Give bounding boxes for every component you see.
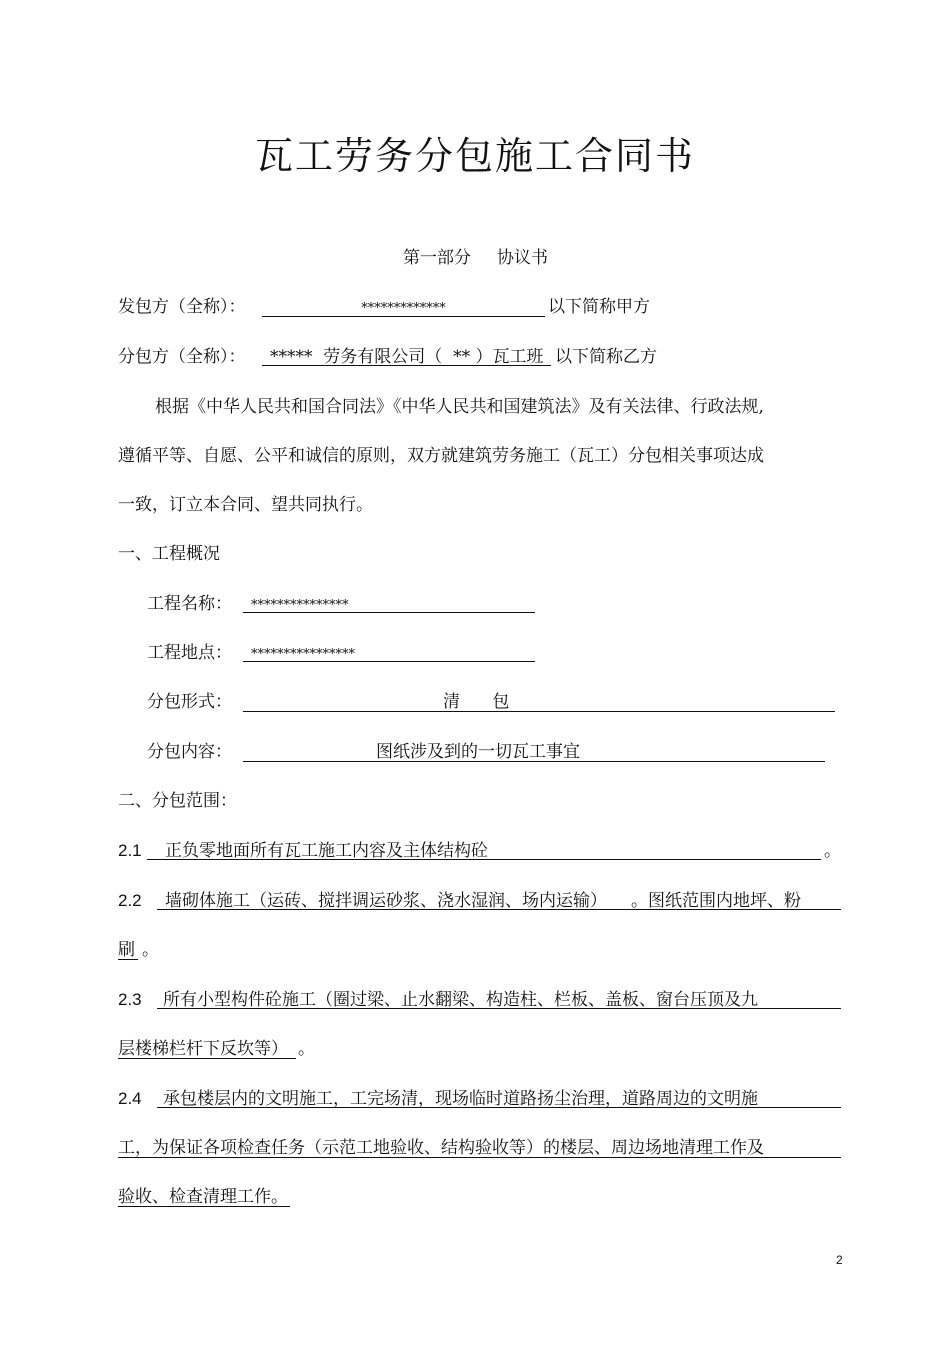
field-subcontract-content-value: 图纸涉及到的一切瓦工事宜 [376, 742, 580, 762]
item-2-4-text-field [157, 1088, 841, 1108]
party-a-label: 发包方（全称）： [118, 297, 246, 317]
field-project-name-value: *************** [251, 598, 349, 613]
item-2-2-cont: 刷 [118, 940, 135, 960]
intro-line-2: 遵循平等、自愿、公平和诚信的原则，双方就建筑劳务施工（瓦工）分包相关事项达成 [118, 446, 764, 466]
section-1-heading: 一、工程概况 [118, 544, 220, 564]
item-2-1-number: 2.1 [118, 841, 142, 860]
party-a-value: ************* [361, 301, 446, 316]
item-2-4-cont2-field [118, 1186, 290, 1207]
item-2-4-text: 承包楼层内的文明施工，工完场清，现场临时道路扬尘治理，道路周边的文明施 [163, 1089, 758, 1109]
party-b-field [262, 346, 551, 366]
item-2-2-cont-field [118, 939, 138, 960]
item-2-4-cont2: 验收、检查清理工作。 [118, 1187, 288, 1207]
item-2-2-text: 墙砌体施工（运砖、搅拌调运砂浆、浇水湿润、场内运输） [165, 891, 607, 911]
field-project-location-value: **************** [251, 647, 355, 662]
field-subcontract-form-value: 清 包 [443, 692, 510, 712]
item-2-2-text-field [157, 890, 841, 910]
party-a-suffix: 以下简称甲方 [548, 297, 650, 317]
field-project-location-label: 工程地点： [147, 643, 232, 663]
field-subcontract-form [243, 691, 835, 712]
party-b-value: ***** 劳务有限公司（ ** ）瓦工班 [270, 347, 544, 367]
page-number: 2 [836, 1253, 843, 1267]
intro-line-3: 一致，订立本合同、望共同执行。 [118, 495, 373, 515]
field-project-name-label: 工程名称： [147, 594, 232, 614]
party-a-field [262, 296, 545, 317]
item-2-3-cont-field [118, 1038, 296, 1059]
field-subcontract-form-label: 分包形式： [147, 692, 232, 712]
part-heading [403, 247, 548, 269]
item-2-4-cont-field [118, 1137, 841, 1158]
item-2-3-number: 2.3 [118, 990, 142, 1009]
item-2-3-text: 所有小型构件砼施工（圈过梁、止水翻梁、构造柱、栏板、盖板、窗台压顶及九 [163, 990, 758, 1010]
part-heading-main: 第一部分 [403, 248, 471, 268]
item-2-1-text-field [147, 840, 821, 860]
item-2-1-text: 正负零地面所有瓦工施工内容及主体结构砼 [165, 841, 488, 861]
item-2-2-text-b: 。图纸范围内地坪、粉 [631, 891, 801, 911]
party-b-suffix: 以下简称乙方 [555, 347, 657, 367]
item-2-2-number: 2.2 [118, 891, 142, 910]
item-2-1-end: 。 [824, 841, 841, 861]
party-b-label: 分包方（全称）： [118, 347, 246, 367]
section-2-heading: 二、分包范围： [118, 791, 237, 811]
field-project-location [243, 642, 535, 662]
item-2-2-end: 。 [142, 940, 159, 960]
item-2-3-text-field [157, 989, 841, 1009]
part-heading-sub: 协议书 [497, 248, 548, 268]
item-2-4-cont: 工，为保证各项检查任务（示范工地验收、结构验收等）的楼层、周边场地清理工作及 [118, 1138, 764, 1158]
field-project-name [243, 593, 535, 613]
field-subcontract-content-label: 分包内容： [147, 742, 232, 762]
item-2-3-cont: 层楼梯栏杆下反坎等） [118, 1039, 288, 1059]
item-2-3-end: 。 [298, 1039, 315, 1059]
field-subcontract-content [243, 741, 825, 762]
document-title: 瓦工劳务分包施工合同书 [254, 134, 695, 178]
intro-line-1: 根据《中华人民共和国合同法》《中华人民共和国建筑法》及有关法律、行政法规, [155, 397, 764, 417]
item-2-4-number: 2.4 [118, 1089, 142, 1108]
